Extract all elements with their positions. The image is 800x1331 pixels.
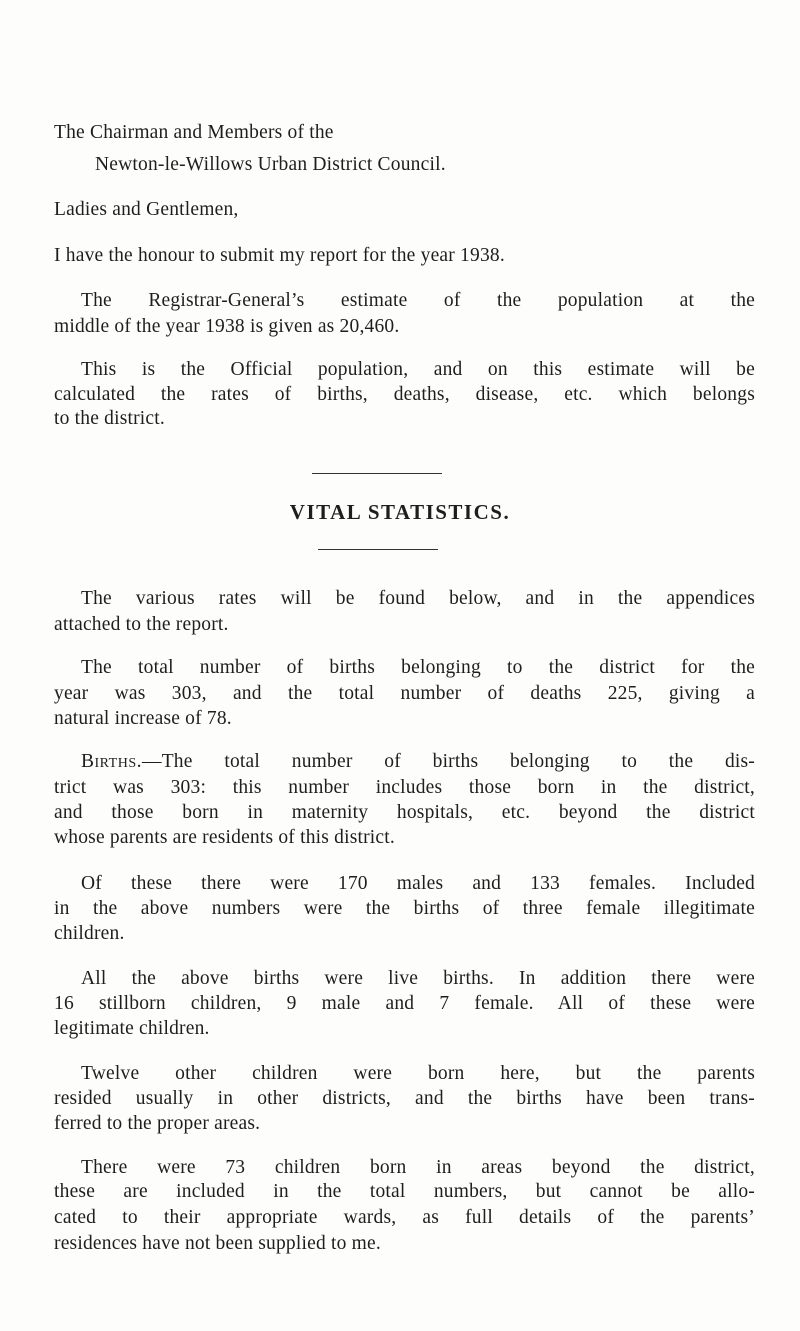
births-paragraph-line-1 (81, 751, 755, 773)
body-paragraph-6-line-3: ferred to the proper areas. (54, 1113, 261, 1135)
body-paragraph-2-line-3: natural increase of 78. (54, 707, 232, 729)
body-paragraph-4-line-1: Of these there were 170 males and 133 females. Included (81, 872, 755, 894)
body-paragraph-7-line-4: residences have not been supplied to me. (54, 1233, 381, 1255)
address-line-1: The Chairman and Members of the (54, 122, 334, 144)
births-paragraph-line-4: whose parents are residents of this district. (54, 827, 395, 849)
body-paragraph-5-line-2: 16 stillborn children, 9 male and 7 female. All of these were (54, 992, 755, 1014)
body-paragraph-6-line-1: Twelve other children were born here, but the parents (81, 1062, 755, 1084)
intro-paragraph-3-line-2: calculated the rates of births, deaths, disease, etc. which belongs (54, 383, 755, 405)
body-paragraph-6-line-2: resided usually in other districts, and the births have been trans- (54, 1087, 755, 1109)
body-paragraph-5-line-1: All the above births were live births. In addition there were (81, 967, 755, 989)
body-paragraph-1-line-2: attached to the report. (54, 613, 229, 635)
body-paragraph-1-line-1: The various rates will be found below, and in the appendices (81, 588, 755, 610)
bottom-divider (318, 549, 438, 551)
intro-paragraph-1: I have the honour to submit my report for the year 1938. (54, 244, 505, 266)
births-paragraph-line-3: and those born in maternity hospitals, etc. beyond the district (54, 802, 755, 823)
body-paragraph-7-line-2: these are included in the total numbers, but cannot be allo- (54, 1181, 755, 1203)
body-paragraph-5-line-3: legitimate children. (54, 1018, 210, 1040)
section-heading: VITAL STATISTICS. (289, 499, 511, 524)
births-line-1-text: —The total number of births belonging to the dis- (142, 751, 755, 773)
body-paragraph-2-line-2: year was 303, and the total number of deaths 225, giving a (54, 682, 755, 704)
births-paragraph-line-2: trict was 303: this number includes those born in the district, (54, 776, 755, 798)
body-paragraph-7-line-1: There were 73 children born in areas beyond the district, (81, 1156, 755, 1178)
body-paragraph-2-line-1: The total number of births belonging to the district for the (81, 657, 755, 679)
body-paragraph-7-line-3: cated to their appropriate wards, as full details of the parents’ (54, 1207, 755, 1229)
salutation: Ladies and Gentlemen, (54, 199, 239, 221)
births-lead: Births. (81, 751, 142, 773)
body-paragraph-4-line-2: in the above numbers were the births of three female illegitimate (54, 897, 755, 919)
top-divider (312, 473, 442, 475)
address-line-2: Newton-le-Willows Urban District Council. (95, 154, 446, 176)
intro-paragraph-3-line-3: to the district. (54, 408, 165, 430)
intro-paragraph-2-line-1: The Registrar-General’s estimate of the population at the (81, 289, 755, 311)
body-paragraph-4-line-3: children. (54, 923, 125, 945)
intro-paragraph-2-line-2: middle of the year 1938 is given as 20,460. (54, 316, 400, 338)
intro-paragraph-3-line-1: This is the Official population, and on this estimate will be (81, 359, 755, 381)
